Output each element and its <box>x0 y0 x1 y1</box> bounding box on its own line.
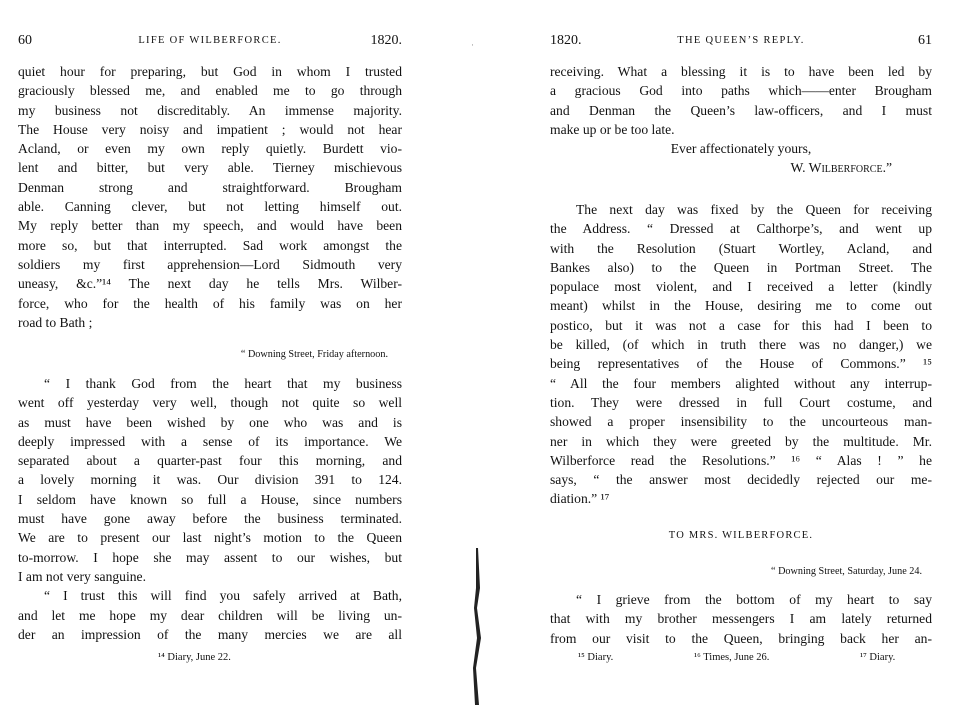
right-page <box>550 0 932 705</box>
text-line: “ All the four members alighted without any interrup- <box>550 375 932 391</box>
text-line: with the Resolution (Stuart Wortley, Acland, and <box>550 240 932 256</box>
right-letter-heading: “ Downing Street, Saturday, June 24. <box>771 566 922 577</box>
text-line: deeply impressed with a sense of its importance. We <box>18 433 402 449</box>
text-line: The House very noisy and impatient ; would not hear <box>18 121 402 137</box>
text-line: a gracious God into paths which——enter Brougham <box>550 83 932 99</box>
text-line: that with my brother messengers I am lately returned <box>550 611 932 627</box>
text-line: more so, but that interrupted. Sad work amongst the <box>18 237 402 253</box>
text-line: The next day was fixed by the Queen for receiving <box>576 202 932 217</box>
text-line: receiving. What a blessing it is to have been led by <box>550 64 932 79</box>
text-line: Denman strong and straightforward. Brougham <box>18 179 402 195</box>
text-line: to-morrow. I hope she may assent to our wishes, but <box>18 549 402 565</box>
text-line: graciously blessed me, and enabled me to go through <box>18 83 402 99</box>
right-paragraph-3 <box>550 590 932 648</box>
gutter-speck: · <box>471 40 474 50</box>
text-line: Wilberforce read the Resolutions.” ¹⁶ “ Alas ! ” he <box>550 452 932 468</box>
left-letter-heading: “ Downing Street, Friday afternoon. <box>240 349 388 360</box>
text-line: being representatives of the House of Commons.” ¹⁵ <box>550 356 932 372</box>
letter-recipient-heading: TO MRS. WILBERFORCE. <box>668 530 814 541</box>
right-footnote-17: ¹⁷ Diary. <box>860 652 896 663</box>
text-line: showed a proper insensibility to the uncourteous man- <box>550 414 932 430</box>
text-line: I am not very sanguine. <box>18 568 146 584</box>
text-line: make up or be too late. <box>550 121 675 137</box>
text-line: My reply better than my speech, and would have been <box>18 218 402 234</box>
right-running-title: THE QUEEN’S REPLY. <box>677 35 805 46</box>
left-header-year: 1820. <box>370 33 402 48</box>
closing-line: Ever affectionately yours, <box>670 141 812 157</box>
left-page <box>18 0 402 705</box>
left-paragraph-1 <box>18 62 402 332</box>
text-line: I seldom have known so full a House, since numbers <box>18 491 402 507</box>
text-line: “ I trust this will find you safely arrived at Bath, <box>44 588 402 604</box>
text-line: der an impression of the many mercies we are all <box>18 626 402 642</box>
text-line: the Address. “ Dressed at Calthorpe’s, and went up <box>550 221 932 237</box>
text-line: “ I grieve from the bottom of my heart to say <box>576 592 932 607</box>
text-line: diation.” ¹⁷ <box>550 491 610 507</box>
right-page-number: 61 <box>918 33 932 48</box>
text-line: went off yesterday very well, though not quite so well <box>18 395 402 411</box>
left-running-title: LIFE OF WILBERFORCE. <box>138 35 282 46</box>
text-line: “ I thank God from the heart that my business <box>44 376 402 391</box>
signature: W. Wilberforce.” <box>790 160 892 176</box>
right-footnote-16: ¹⁶ Times, June 26. <box>694 652 770 663</box>
text-line: tion. They were dressed in full Court costume, and <box>550 394 932 410</box>
left-page-number: 60 <box>18 33 32 48</box>
left-footnote: ¹⁴ Diary, June 22. <box>158 652 231 663</box>
text-line: from our visit to the Queen, bringing back her an- <box>550 630 932 646</box>
right-paragraph-1 <box>550 62 932 178</box>
right-header-year: 1820. <box>550 33 582 48</box>
text-line: and let me hope my dear children will be living un- <box>18 607 402 623</box>
text-line: quiet hour for preparing, but God in whom I trusted <box>18 64 402 79</box>
text-line: my business not discreditably. An immense majority. <box>18 102 402 118</box>
left-running-header <box>18 33 402 51</box>
text-line: postico, but it was not a case for this had I been to <box>550 317 932 333</box>
text-line: a lovely morning it was. Our division 391 to 124. <box>18 472 402 488</box>
text-line: populace most violent, and I received a letter (kindly <box>550 279 932 295</box>
binding-shadow <box>471 548 485 705</box>
text-line: lent and bitter, but very able. Tierney mischievous <box>18 160 402 176</box>
left-paragraph-2 <box>18 374 402 644</box>
text-line: must have gone away before the business terminated. <box>18 511 402 527</box>
text-line: force, who for the health of his family was on her <box>18 295 402 311</box>
text-line: We are to present our last night’s motion to the Queen <box>18 530 402 546</box>
text-line: road to Bath ; <box>18 314 93 330</box>
text-line: soldiers my first apprehension—Lord Sidmouth very <box>18 256 402 272</box>
text-line: says, “ the answer most decidedly rejected our me- <box>550 472 932 488</box>
right-running-header <box>550 33 932 51</box>
text-line: ner in which they were greeted by the multitude. Mr. <box>550 433 932 449</box>
text-line: Acland, or even my own reply quietly. Burdett vio- <box>18 141 402 157</box>
right-paragraph-2 <box>550 200 932 509</box>
text-line: as must have been wished by one who was and is <box>18 414 402 430</box>
text-line: meant) whilst in the House, desiring me to come out <box>550 298 932 314</box>
text-line: be killed, (of which in truth there was no danger,) we <box>550 337 932 353</box>
text-line: separated about a quarter-past four this morning, and <box>18 453 402 469</box>
text-line: able. Canning clever, but not letting himself out. <box>18 199 402 215</box>
text-line: Bankes also) to the Queen in Portman Street. The <box>550 259 932 275</box>
text-line: uneasy, &c.”¹⁴ The next day he tells Mrs. Wilber- <box>18 276 402 292</box>
text-line: and Denman the Queen’s law-officers, and I must <box>550 102 932 118</box>
right-footnote-15: ¹⁵ Diary. <box>578 652 614 663</box>
